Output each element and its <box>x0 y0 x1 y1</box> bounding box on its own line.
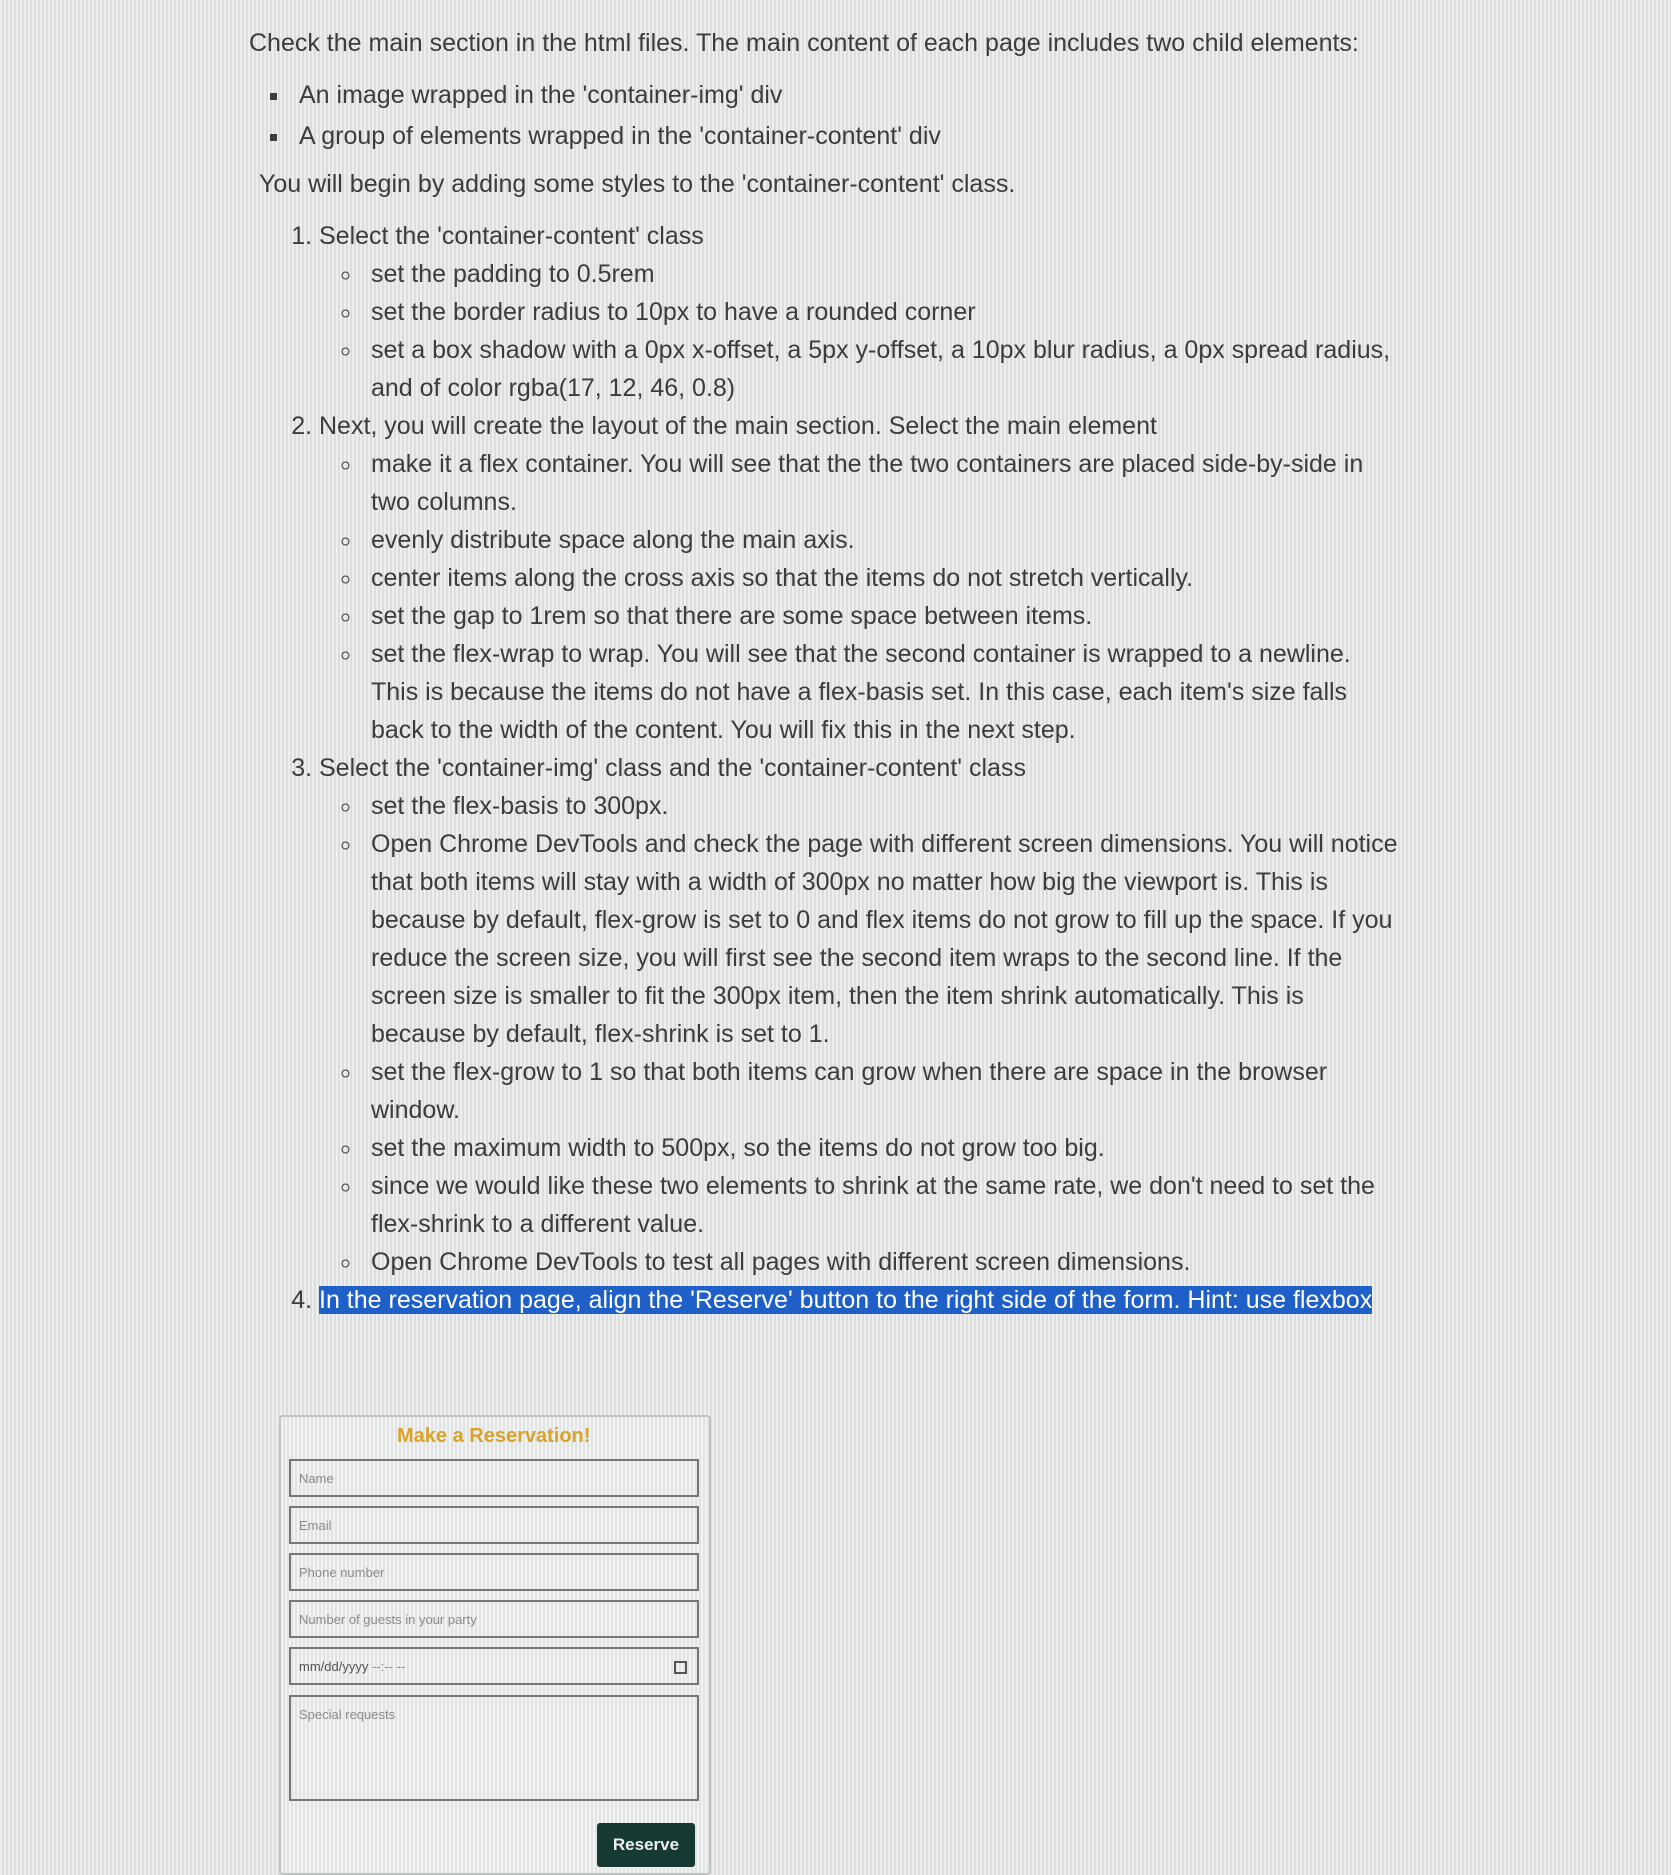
list-item: ◦ center items along the cross axis so that the items do not stretch vertically. <box>363 559 1399 597</box>
email-input[interactable]: Email <box>289 1506 699 1544</box>
guests-input[interactable]: Number of guests in your party <box>289 1600 699 1638</box>
list-item: ▪ A group of elements wrapped in the 'container-content' div <box>291 117 1399 155</box>
reserve-button[interactable]: Reserve <box>597 1823 695 1867</box>
steps-list <box>249 217 1399 1319</box>
list-item: ◦ Open Chrome DevTools to test all pages with different screen dimensions. <box>363 1243 1399 1281</box>
list-item: ◦ set a box shadow with a 0px x-offset, a 5px y-offset, a 10px blur radius, a 0px spread radius, and of color rgba(17, 12, 46, 0.8) <box>363 331 1399 407</box>
list-item: ◦ make it a flex container. You will see that the the two containers are placed side-by-side in two columns. <box>363 445 1399 521</box>
child-elements-list <box>249 76 1399 155</box>
date-placeholder: mm/dd/yyyy <box>299 1659 369 1674</box>
list-item: ◦ set the padding to 0.5rem <box>363 255 1399 293</box>
list-item: ◦ set the flex-wrap to wrap. You will see that the second container is wrapped to a newline. This is because the items do not have a flex-basis set. In this case, each item's size falls back to the width of the content. You will fix this in the next step. <box>363 635 1399 749</box>
list-item: ◦ since we would like these two elements to shrink at the same rate, we don't need to set the flex-shrink to a different value. <box>363 1167 1399 1243</box>
name-input[interactable]: Name <box>289 1459 699 1497</box>
begin-text: You will begin by adding some styles to the 'container-content' class. <box>259 170 1016 198</box>
step-1 <box>319 217 1399 407</box>
step-2 <box>319 407 1399 749</box>
list-item: ◦ evenly distribute space along the main axis. <box>363 521 1399 559</box>
calendar-icon[interactable] <box>674 1661 687 1674</box>
list-item: ▪ An image wrapped in the 'container-img' div <box>291 76 1399 114</box>
list-item: ◦ set the flex-grow to 1 so that both items can grow when there are space in the browser window. <box>363 1053 1399 1129</box>
special-requests-textarea[interactable]: Special requests <box>289 1695 699 1801</box>
step-4 <box>319 1281 1399 1319</box>
step-text: Select the 'container-img' class and the 'container-content' class <box>319 754 1026 782</box>
intro-text: Check the main section in the html files. The main content of each page includes two child elements: <box>249 29 1359 57</box>
list-item: ◦ set the flex-basis to 300px. <box>363 787 1399 825</box>
list-item: ◦ set the gap to 1rem so that there are some space between items. <box>363 597 1399 635</box>
step-text: Next, you will create the layout of the main section. Select the main element <box>319 412 1157 440</box>
step-3 <box>319 749 1399 1281</box>
instructions <box>249 24 1399 1319</box>
phone-input[interactable]: Phone number <box>289 1553 699 1591</box>
list-item: ◦ set the maximum width to 500px, so the items do not grow too big. <box>363 1129 1399 1167</box>
date-input[interactable] <box>289 1647 699 1685</box>
highlighted-step-text: In the reservation page, align the 'Reserve' button to the right side of the form. Hint: use flexbox <box>319 1286 1373 1314</box>
step-text: Select the 'container-content' class <box>319 222 704 250</box>
reservation-form-preview <box>279 1415 711 1875</box>
time-placeholder: --:-- -- <box>371 1659 406 1674</box>
list-item: ◦ set the border radius to 10px to have a rounded corner <box>363 293 1399 331</box>
form-title: Make a Reservation! <box>397 1425 591 1447</box>
list-item: ◦ Open Chrome DevTools and check the page with different screen dimensions. You will notice that both items will stay with a width of 300px no matter how big the viewport is. This is because by default, flex-grow is set to 0 and flex items do not grow to fill up the space. If you reduce the screen size, you will first see the second item wraps to the second line. If the screen size is smaller to fit the 300px item, then the item shrink automatically. This is because by default, flex-shrink is set to 1. <box>363 825 1399 1053</box>
